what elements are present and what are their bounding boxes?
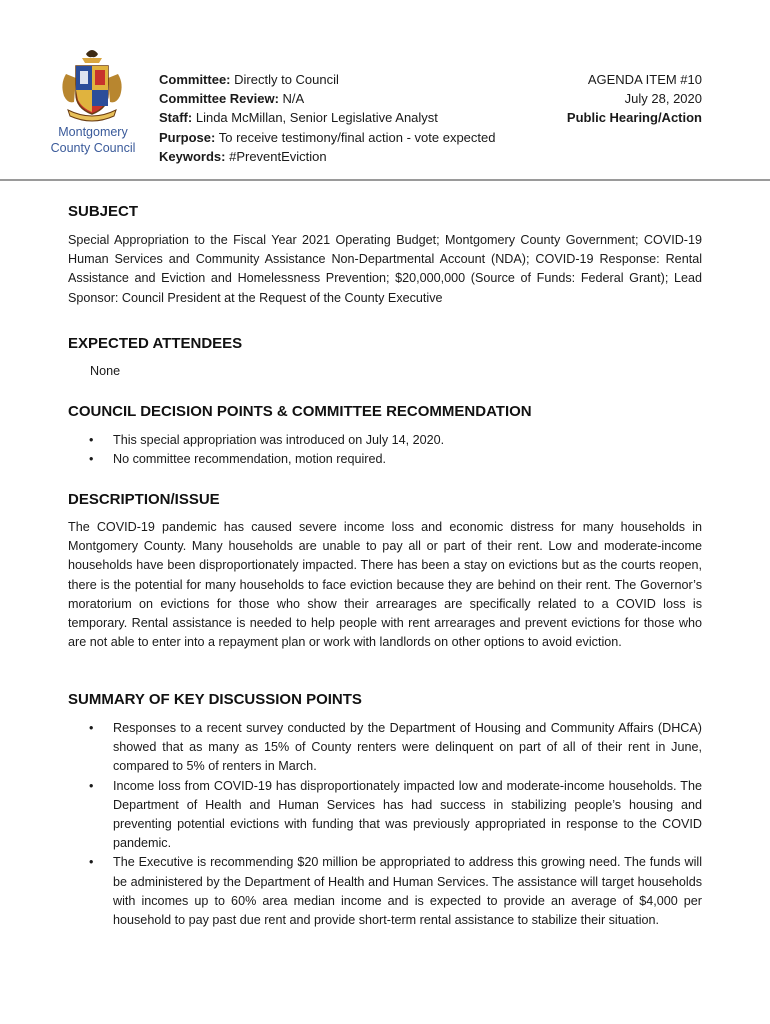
staff-label: Staff:: [159, 110, 193, 126]
seal-crest-icon: [82, 50, 102, 63]
committee-review-label: Committee Review:: [159, 91, 279, 107]
list-item: [68, 719, 702, 777]
list-item: • No committee recommendation, motion required.: [68, 450, 702, 469]
agenda-item-number: AGENDA ITEM #10: [587, 72, 702, 87]
list-item-text: • The Executive is recommending $20 million be appropriated to address this growing need. The funds will be administered by the Department of Health and Human Services. The assistance will target households with incomes up to 60% area median income and is expected to provide an average of $4,000 per household to pay past due rent and provide short-term rental assistance to stabilize their situation.: [113, 855, 702, 928]
memo-metadata: [159, 70, 496, 166]
decision-heading: COUNCIL DECISION POINTS & COMMITTEE RECOMMENDATION: [68, 403, 532, 420]
org-name-line1: Montgomery: [58, 125, 128, 139]
agenda-date: July 28, 2020: [624, 91, 702, 107]
list-item-text: • Responses to a recent survey conducted by the Department of Housing and Community Affairs (DHCA) showed that as many as 15% of County renters were delinquent on part of all of their rent in June, compared to 5% of renters in March.: [113, 721, 702, 774]
purpose-row: [159, 128, 496, 147]
purpose-label: Purpose:: [159, 129, 216, 145]
agenda-type: Public Hearing/Action: [566, 110, 702, 126]
agenda-info: [567, 70, 702, 128]
keywords-row: [159, 147, 496, 166]
list-item-text: • Income loss from COVID-19 has disproportionately impacted low and moderate-income households. The Department of Health and Human Services has had success in stabilizing people’s housing and preventing potential evictions with funding that was previously appropriated in response to the COVID pandemic.: [113, 778, 702, 851]
committee-review-row: [159, 89, 496, 108]
keywords-label: Keywords:: [159, 148, 226, 164]
description-heading: DESCRIPTION/ISSUE: [68, 491, 220, 508]
decision-list: [68, 431, 702, 469]
org-name-line2: County Council: [50, 141, 136, 155]
summary-list: [68, 719, 702, 930]
subject-heading: SUBJECT: [68, 203, 139, 220]
committee-value: Directly to Council: [234, 72, 339, 87]
attendees-heading: EXPECTED ATTENDEES: [68, 335, 243, 352]
staff-row: [159, 108, 496, 127]
staff-value: Linda McMillan, Senior Legislative Analyst: [195, 110, 438, 126]
org-name: [40, 124, 146, 156]
description-text: The COVID-19 pandemic has caused severe income loss and economic distress for many households in Montgomery County. Many households are unable to pay all or part of their rent. Low and moderate-income households have been disproportionately impacted. There has been a stay on evictions but as the courts reopen, there is the potential for many households to face eviction because they are behind on their rent. The Governor’s moratorium on evictions for those who show their arrearages are specifically related to a COVID loss is temporary. Rental assistance is needed to help people with rent arrearages and prevent evictions for those who are not able to enter into a repayment plan or work with landlords on other options to avoid eviction.: [68, 520, 702, 650]
list-item: • This special appropriation was introduced on July 14, 2020.: [68, 431, 702, 450]
committee-review-value: N/A: [282, 91, 305, 107]
committee-label: Committee:: [159, 72, 231, 87]
header-divider: [0, 179, 770, 181]
keywords-value: #PreventEviction: [229, 148, 327, 164]
committee-row: [159, 70, 496, 89]
list-item: [68, 777, 702, 854]
attendees-text: None: [90, 364, 121, 378]
list-item: [68, 853, 702, 930]
subject-text: Special Appropriation to the Fiscal Year 2021 Operating Budget; Montgomery County Government; COVID-19 Human Services and Community Assistance Non-Departmental Account (NDA); COVID-19 Response: Rental Assistance and Eviction and Homelessness Prevention; $20,000,000 (Source of Funds: Federal Grant); Lead Sponsor: Council President at the Request of the County Executive: [68, 233, 702, 305]
summary-heading: SUMMARY OF KEY DISCUSSION POINTS: [68, 691, 362, 708]
county-seal-logo: [52, 44, 132, 126]
purpose-value: To receive testimony/final action - vote expected: [218, 129, 496, 145]
